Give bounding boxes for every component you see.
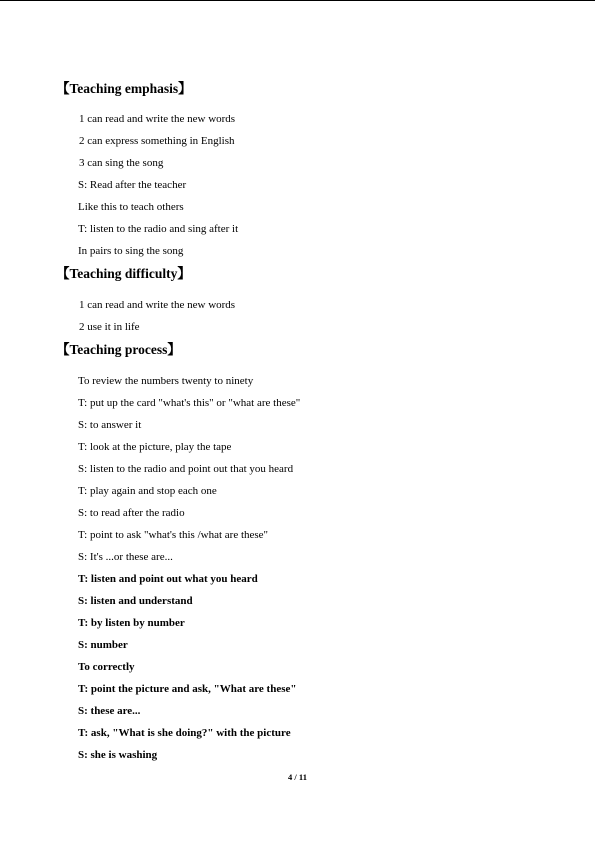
heading-teaching-emphasis: 【Teaching emphasis】 [56, 81, 192, 96]
process-line: To review the numbers twenty to ninety [78, 375, 254, 387]
process-line: S: listen to the radio and point out that you heard [78, 463, 294, 475]
difficulty-line: 2 use it in life [79, 321, 140, 333]
process-line: T: look at the picture, play the tape [78, 441, 232, 453]
process-line: To correctly [78, 661, 135, 673]
process-line: S: It's ...or these are... [78, 551, 173, 563]
emphasis-line: Like this to teach others [78, 201, 184, 213]
process-line: T: put up the card "what's this" or "what are these" [78, 397, 301, 409]
heading-teaching-difficulty: 【Teaching difficulty】 [56, 266, 191, 281]
process-line: T: play again and stop each one [78, 485, 217, 497]
process-line: S: listen and understand [78, 595, 193, 607]
process-line: T: point to ask "what's this /what are these" [78, 529, 269, 541]
process-line: S: to read after the radio [78, 507, 185, 519]
emphasis-line: S: Read after the teacher [78, 179, 187, 191]
emphasis-line: T: listen to the radio and sing after it [78, 223, 239, 235]
emphasis-line: In pairs to sing the song [78, 245, 184, 257]
process-line: T: by listen by number [78, 617, 185, 629]
emphasis-line: 3 can sing the song [79, 157, 164, 169]
process-line: S: she is washing [78, 749, 158, 761]
top-rule [0, 0, 595, 1]
page-number: 4 / 11 [288, 772, 307, 782]
emphasis-line: 1 can read and write the new words [79, 113, 236, 125]
process-line: S: number [78, 639, 128, 651]
process-line: S: to answer it [78, 419, 142, 431]
process-line: T: ask, "What is she doing?" with the picture [78, 727, 291, 739]
difficulty-line: 1 can read and write the new words [79, 299, 236, 311]
process-line: S: these are... [78, 705, 141, 717]
heading-teaching-process: 【Teaching process】 [56, 342, 181, 357]
process-line: T: point the picture and ask, "What are these" [78, 683, 297, 695]
emphasis-line: 2 can express something in English [79, 135, 235, 147]
process-line: T: listen and point out what you heard [78, 573, 258, 585]
